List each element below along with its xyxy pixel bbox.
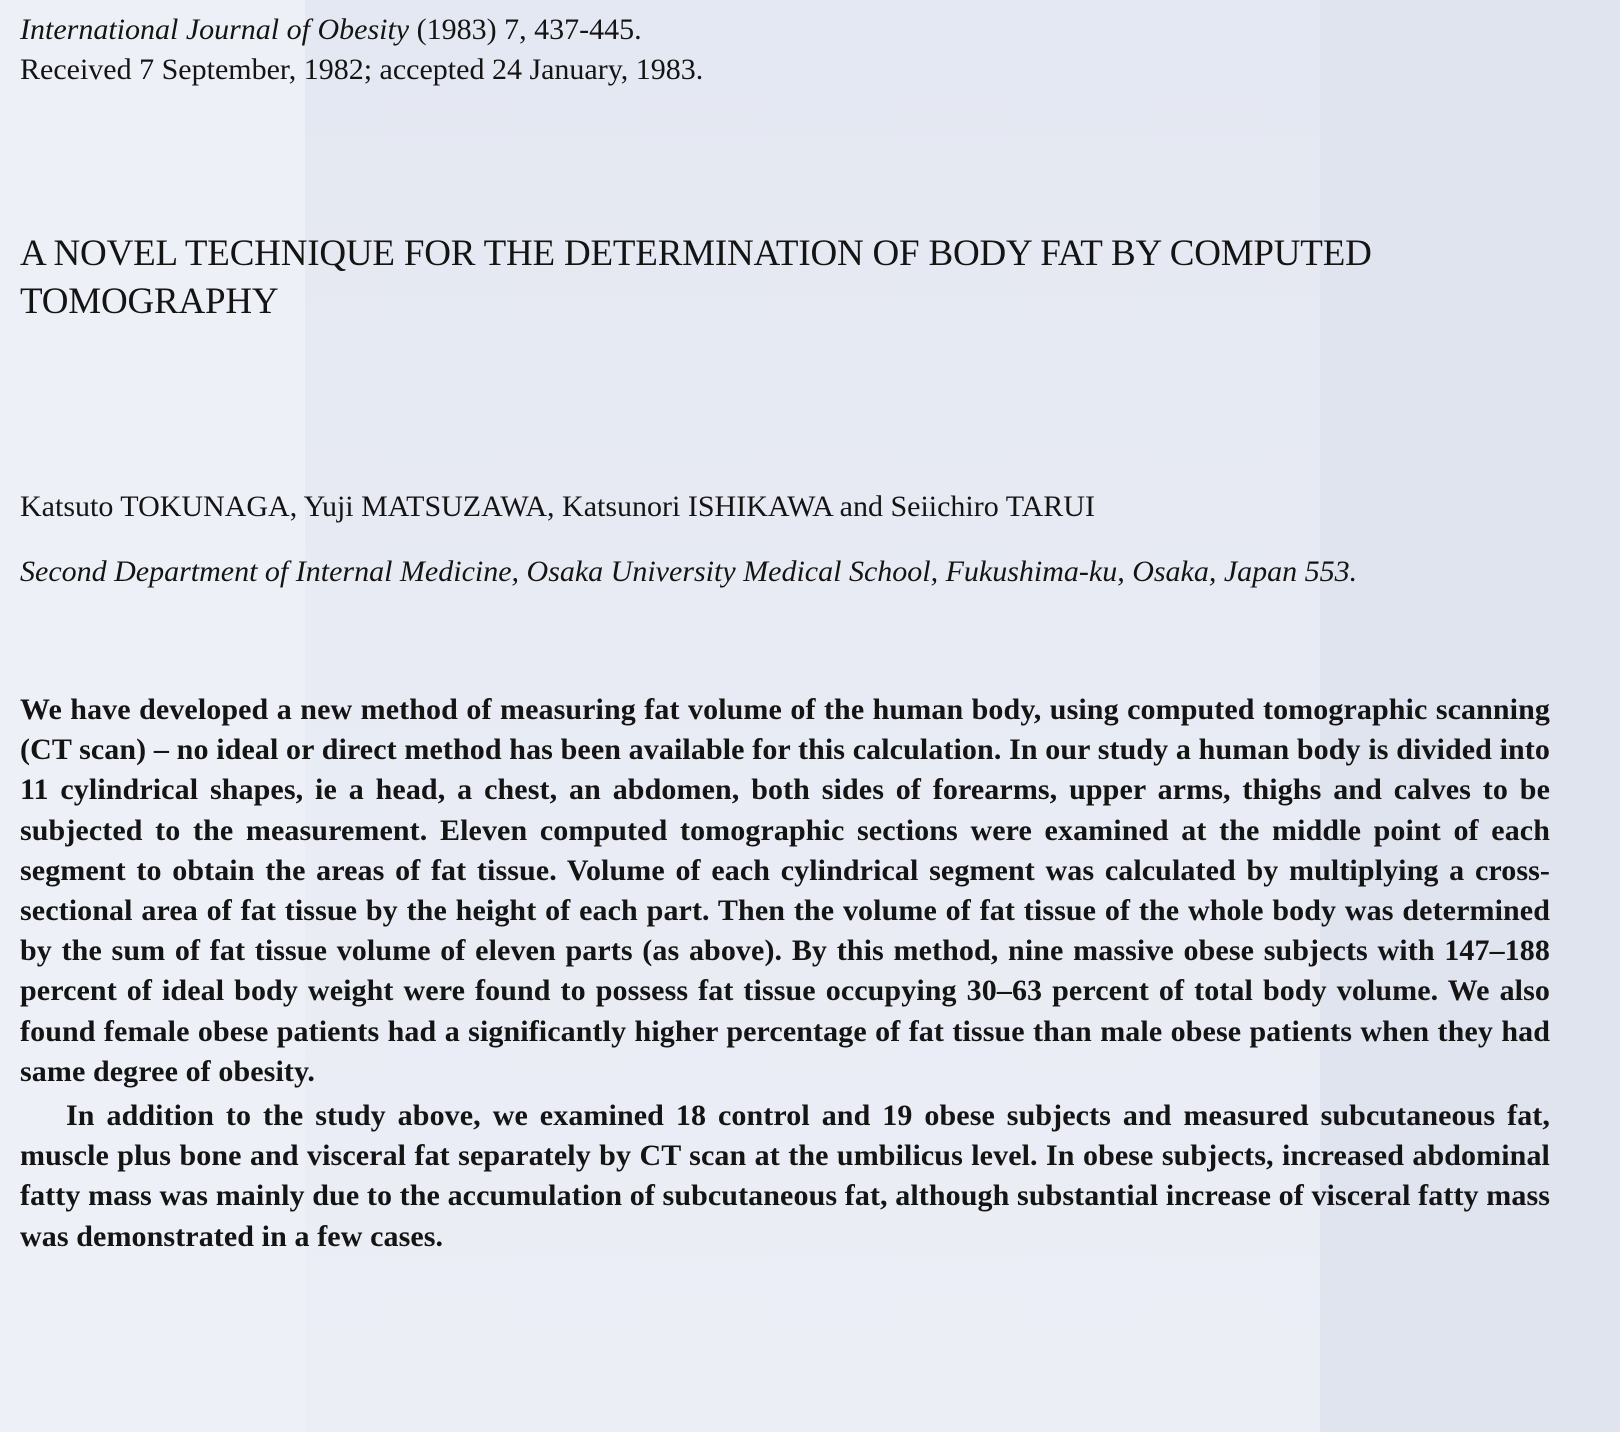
author-affiliation: Second Department of Internal Medicine, Osaka University Medical School, Fukushima-ku, Osaka, Japan 553. xyxy=(20,555,1358,588)
article-page xyxy=(20,10,1600,1257)
journal-name: International Journal of Obesity xyxy=(20,13,410,46)
abstract-paragraph-1: We have developed a new method of measuring fat volume of the human body, using computed tomographic scanning (CT scan) – no ideal or direct method has been available for this calculation. In our study a human body is divided into 11 cylindrical shapes, ie a head, a chest, an abdomen, both sides of forearms, upper arms, thighs and calves to be subjected to the measurement. Eleven computed tomographic sections were examined at the middle point of each segment to obtain the areas of fat tissue. Volume of each cylindrical segment was calculated by multiplying a cross-sectional area of fat tissue by the height of each part. Then the volume of fat tissue of the whole body was determined by the sum of fat tissue volume of eleven parts (as above). By this method, nine massive obese subjects with 147–188 percent of ideal body weight were found to possess fat tissue occupying 30–63 percent of total body volume. We also found female obese patients had a significantly higher percentage of fat tissue than male obese patients when they had same degree of obesity. xyxy=(20,693,1550,1088)
article-title: A NOVEL TECHNIQUE FOR THE DETERMINATION OF BODY FAT BY COMPUTED TOMOGRAPHY xyxy=(20,233,1372,322)
author-list: Katsuto TOKUNAGA, Yuji MATSUZAWA, Katsunori ISHIKAWA and Seiichiro TARUI xyxy=(20,490,1095,523)
abstract xyxy=(20,690,1550,1257)
volume-pages: (1983) 7, 437-445. xyxy=(409,13,642,46)
received-accepted-dates: Received 7 September, 1982; accepted 24 January, 1983. xyxy=(20,53,704,86)
journal-citation xyxy=(20,10,1600,50)
abstract-paragraph-2: In addition to the study above, we examined 18 control and 19 obese subjects and measured subcutaneous fat, muscle plus bone and visceral fat separately by CT scan at the umbilicus level. In obese subjects, increased abdominal fatty mass was mainly due to the accumulation of subcutaneous fat, although substantial increase of visceral fatty mass was demonstrated in a few cases. xyxy=(20,1099,1550,1253)
